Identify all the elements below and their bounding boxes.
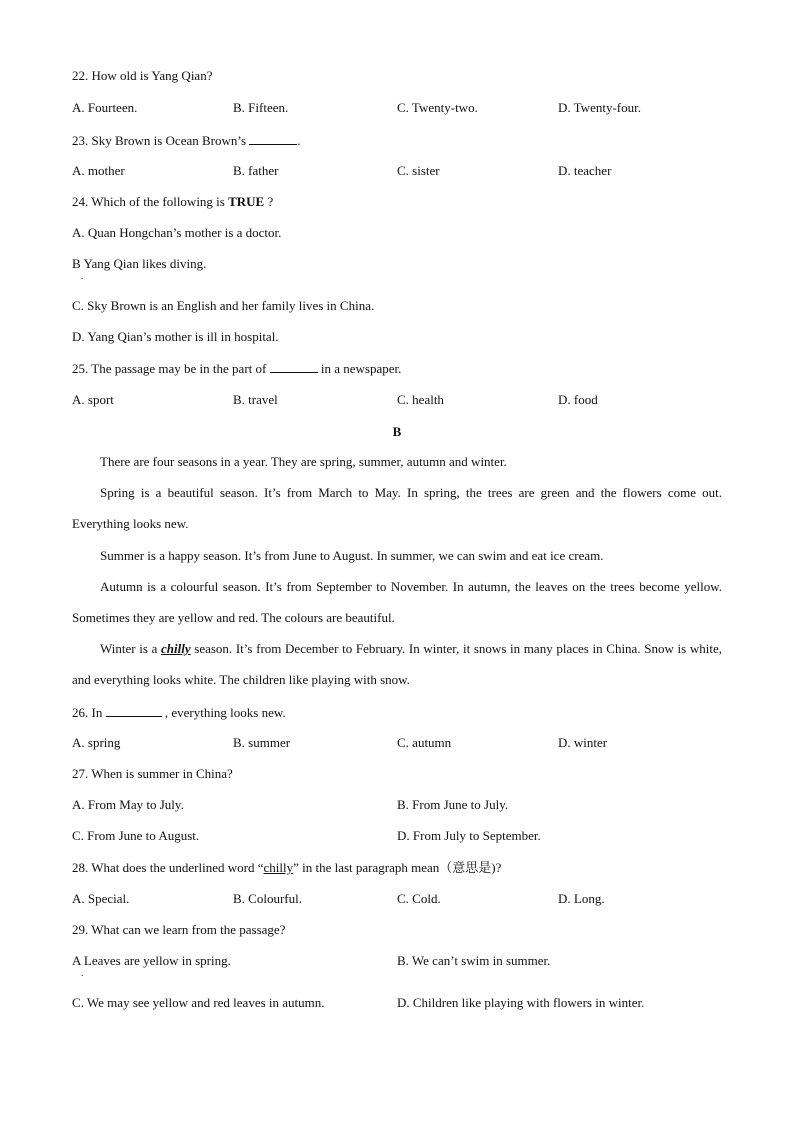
section-heading: B — [392, 424, 402, 439]
q29-stem: 29. What can we learn from the passage? — [72, 922, 286, 937]
q24-option-b: B Yang Qian likes diving. — [72, 256, 207, 271]
passage-paragraph-1: There are four seasons in a year. They are spring, summer, autumn and winter. — [100, 454, 507, 469]
passage-paragraph-4: Autumn is a colourful season. It’s from September to November. In autumn, the leaves on the trees become yellow. Sometimes they are yellow and red. The colours are beautiful. — [72, 579, 722, 625]
q22-option-d: D. Twenty-four. — [558, 100, 641, 115]
q23-stem: 23. Sky Brown is Ocean Brown’s . — [72, 133, 301, 148]
q25-option-d: D. food — [558, 392, 598, 407]
underlined-word: chilly — [161, 641, 191, 656]
q28-option-d: D. Long. — [558, 891, 605, 906]
q28-option-b: B. Colourful. — [233, 891, 302, 906]
q23-option-c: C. sister — [397, 163, 440, 178]
q28-option-c: C. Cold. — [397, 891, 441, 906]
q28-stem: 28. What does the underlined word “chilly” in the last paragraph mean（意思是)? — [72, 860, 502, 875]
q26-option-b: B. summer — [233, 735, 291, 750]
q25-option-c: C. health — [397, 392, 444, 407]
passage-paragraph-2: Spring is a beautiful season. It’s from March to May. In spring, the trees are green and the flowers come out. Everything looks new. — [72, 485, 722, 531]
q27-option-c: C. From June to August. — [72, 828, 200, 843]
q27-option-a: A. From May to July. — [72, 797, 184, 812]
answer-blank — [106, 704, 162, 717]
q27-stem: 27. When is summer in China? — [72, 766, 233, 781]
q29-option-a: A Leaves are yellow in spring. — [72, 953, 231, 968]
q26-option-d: D. winter — [558, 735, 608, 750]
q26-option-a: A. spring — [72, 735, 121, 750]
q26-stem: 26. In , everything looks new. — [72, 705, 286, 720]
stray-dot: . — [81, 968, 84, 978]
q27-option-d: D. From July to September. — [397, 828, 541, 843]
q24-stem: 24. Which of the following is TRUE ? — [72, 194, 274, 209]
q28-option-a: A. Special. — [72, 891, 130, 906]
q26-option-c: C. autumn — [397, 735, 452, 750]
q22-option-b: B. Fifteen. — [233, 100, 289, 115]
q22-stem: 22. How old is Yang Qian? — [72, 68, 213, 83]
answer-blank — [249, 132, 297, 145]
q23-option-a: A. mother — [72, 163, 125, 178]
q22-option-a: A. Fourteen. — [72, 100, 138, 115]
stray-dot: . — [81, 271, 84, 281]
answer-blank — [270, 360, 318, 373]
q25-option-b: B. travel — [233, 392, 278, 407]
passage-paragraph-3: Summer is a happy season. It’s from June to August. In summer, we can swim and eat ice cream. — [100, 548, 604, 563]
q29-option-c: C. We may see yellow and red leaves in autumn. — [72, 995, 325, 1010]
q29-option-d: D. Children like playing with flowers in winter. — [397, 995, 645, 1010]
q22-option-c: C. Twenty-two. — [397, 100, 478, 115]
q24-option-a: A. Quan Hongchan’s mother is a doctor. — [72, 225, 282, 240]
q27-option-b: B. From June to July. — [397, 797, 509, 812]
passage-paragraph-5: Winter is a chilly season. It’s from December to February. In winter, it snows in many places in China. Snow is white, and everything looks white. The children like playing with snow. — [72, 641, 722, 687]
q25-stem: 25. The passage may be in the part of in a newspaper. — [72, 361, 402, 376]
q24-option-d: D. Yang Qian’s mother is ill in hospital. — [72, 329, 279, 344]
q23-option-d: D. teacher — [558, 163, 612, 178]
q29-option-b: B. We can’t swim in summer. — [397, 953, 551, 968]
q25-option-a: A. sport — [72, 392, 114, 407]
q23-option-b: B. father — [233, 163, 279, 178]
q24-option-c: C. Sky Brown is an English and her family lives in China. — [72, 298, 375, 313]
